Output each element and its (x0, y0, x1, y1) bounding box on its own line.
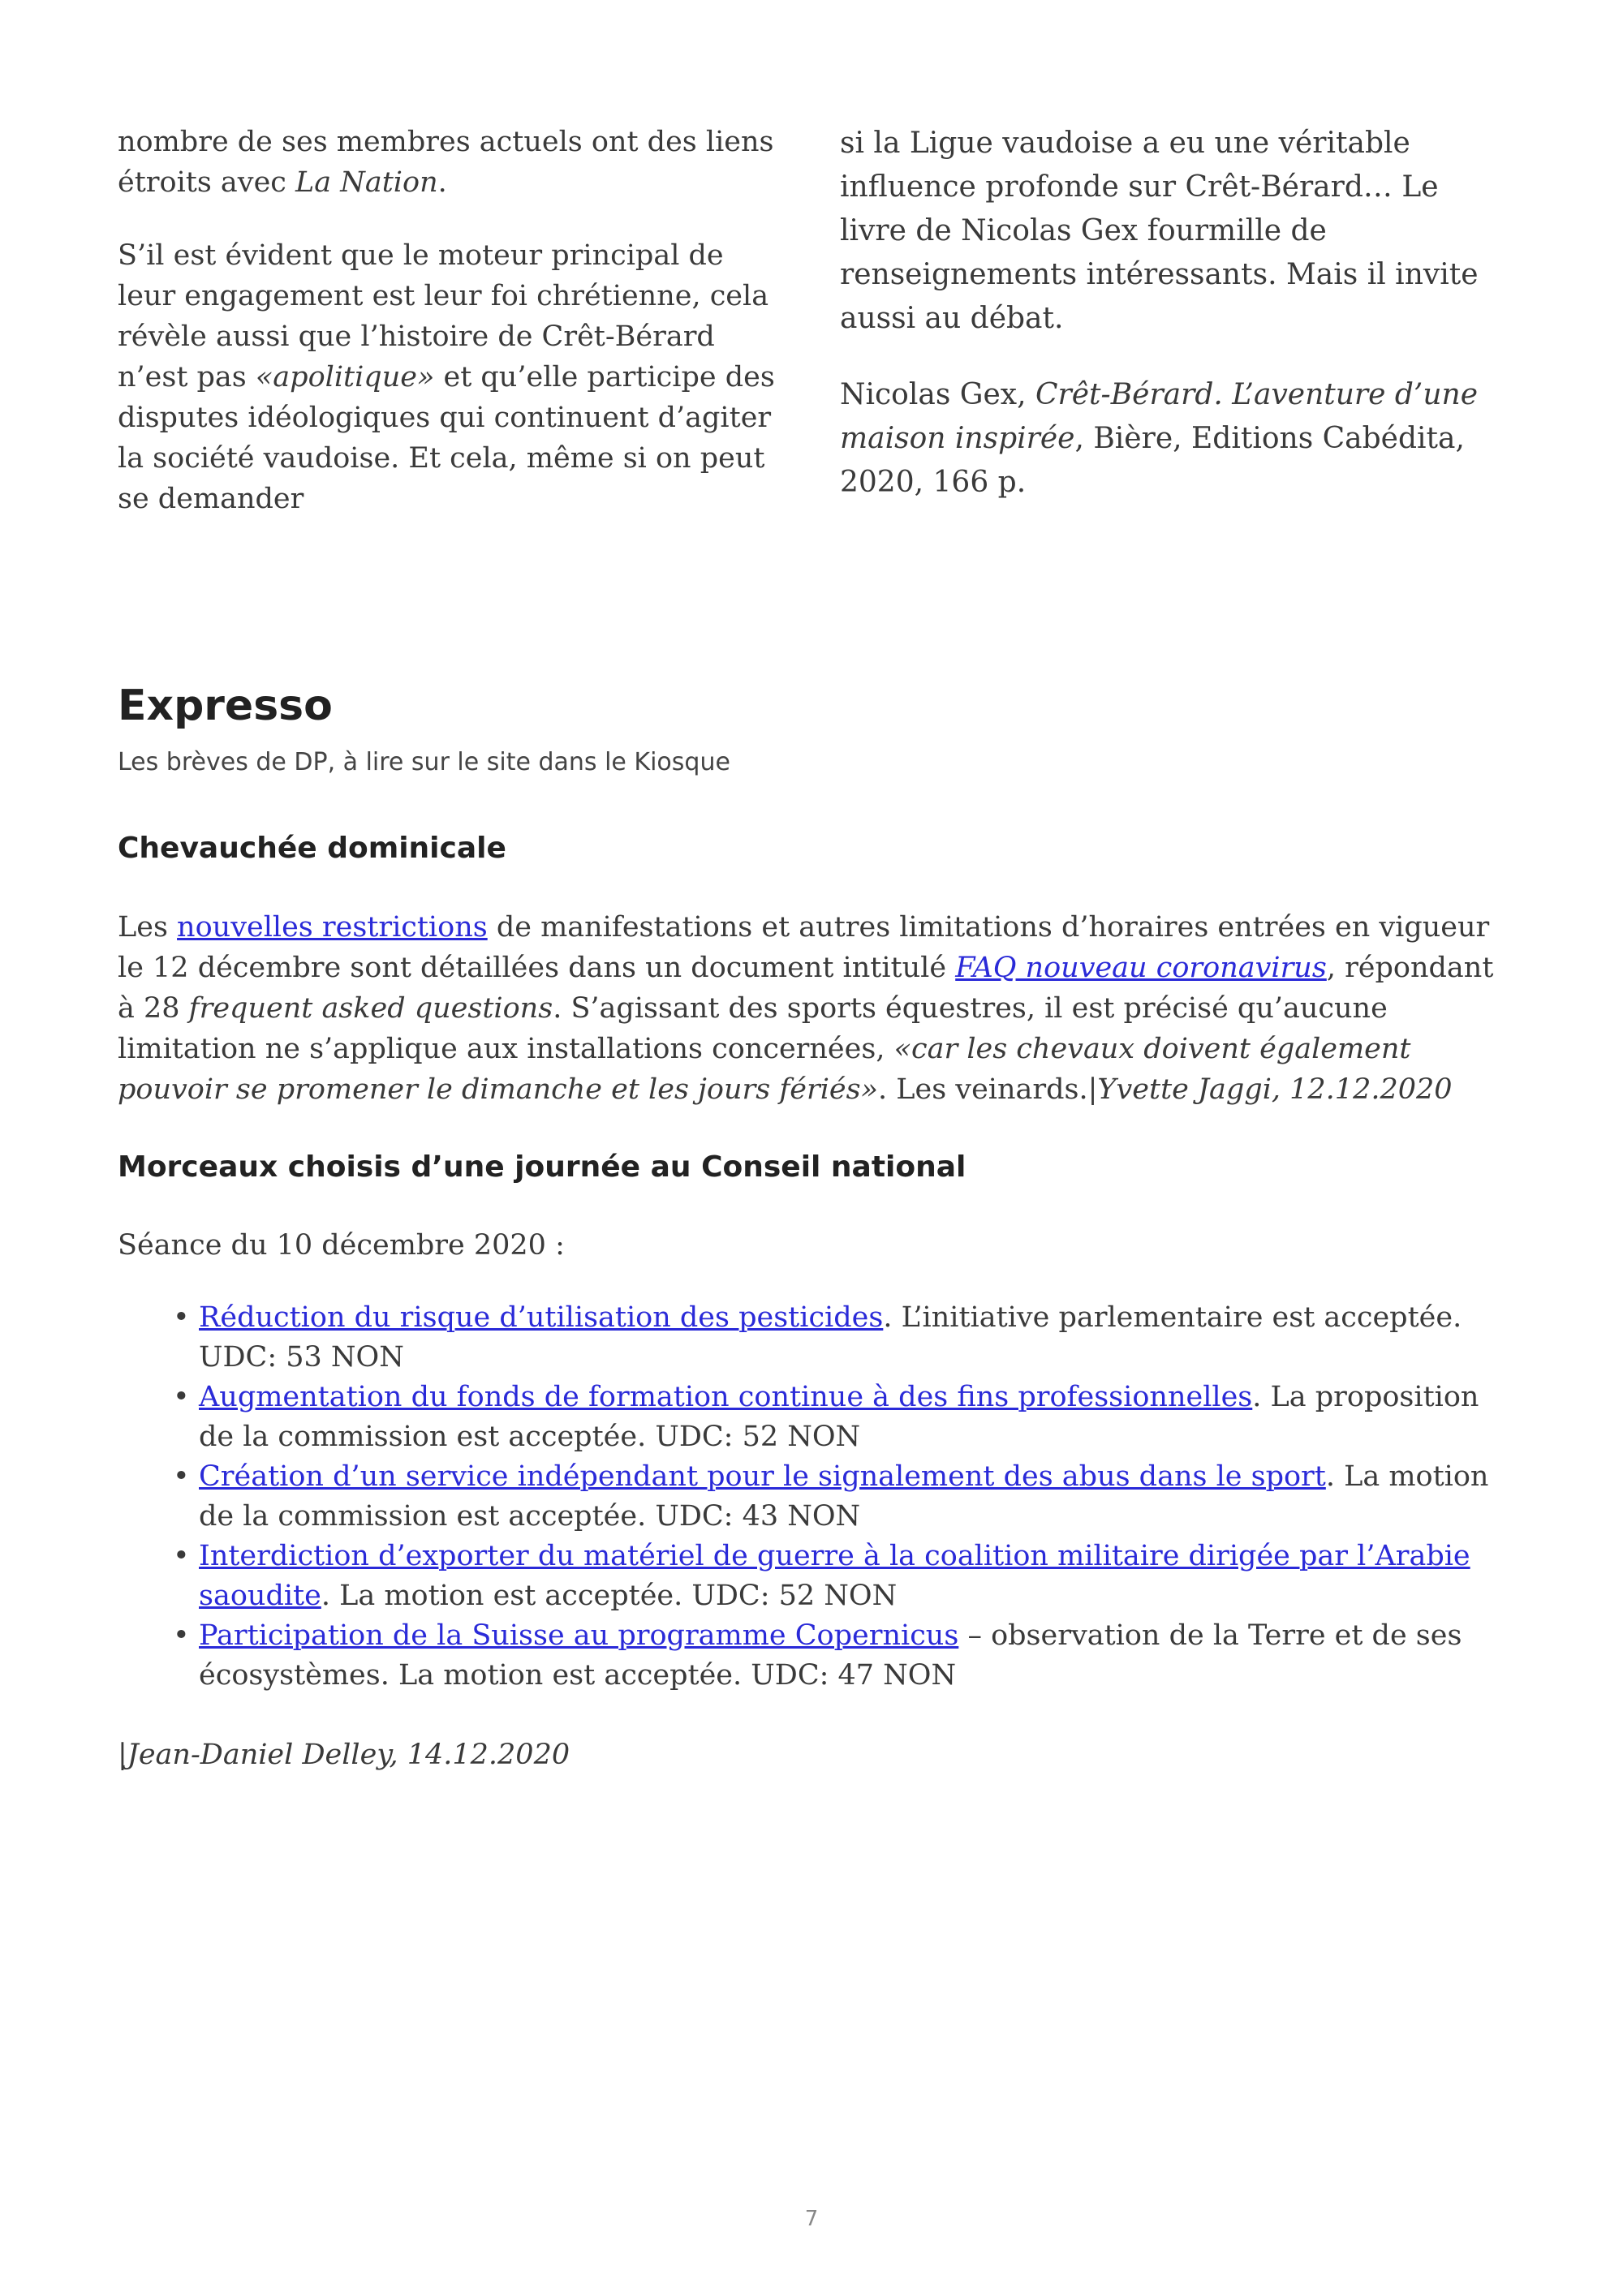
bullet: • (173, 1540, 190, 1572)
expresso-title: Expresso (118, 681, 333, 730)
article2-signature: |Jean-Daniel Delley, 14.12.2020 (118, 1739, 570, 1771)
article1-heading-wrap (118, 832, 1513, 865)
right-paragraph-1: si la Ligue vaudoise a eu une véritable influence profonde sur Crêt-Bérard… Le livre de Nicolas Gex fourmille de renseignements intéressants. Mais il invite aussi au débat. (840, 127, 1479, 335)
expresso-header (118, 673, 1513, 776)
expresso-subtitle: Les brèves de DP, à lire sur le site dans le Kiosque (118, 748, 730, 776)
vote-link[interactable]: Augmentation du fonds de formation continue à des fins professionnelles (199, 1381, 1253, 1413)
list-item: • Interdiction d’exporter du matériel de guerre à la coalition militaire dirigée par l’Arabie saoudite. La motion est acceptée. UDC: 52 NON (199, 1537, 1513, 1616)
seance-line: Séance du 10 décembre 2020 : (118, 1229, 565, 1262)
article1-heading: Chevauchée dominicale (118, 832, 506, 865)
article1-paragraph: Les nouvelles restrictions de manifestations et autres limitations d’horaires entrées en vigueur le 12 décembre sont détaillées dans un document intitulé FAQ nouveau coronavirus, répondant à 28 frequent asked questions. S’agissant des sports équestres, il est précisé qu’aucune limitation ne s’applique aux installations concernées, «car les chevaux doivent également pouvoir se promener le dimanche et les jours fériés». Les veinards.|Yvette Jaggi, 12.12.2020 (118, 911, 1494, 1106)
list-item: • Réduction du risque d’utilisation des pesticides. L’initiative parlementaire est acceptée. UDC: 53 NON (199, 1298, 1513, 1378)
article1-signature: Yvette Jaggi, 12.12.2020 (1097, 1073, 1453, 1106)
la-nation-title: La Nation (295, 166, 438, 199)
vote-link[interactable]: Création d’un service indépendant pour le signalement des abus dans le sport (199, 1460, 1326, 1493)
book-reference: Nicolas Gex, Crêt-Bérard. L’aventure d’une maison inspirée, Bière, Editions Cabédita, 2020, 166 p. (840, 378, 1479, 499)
bullet: • (173, 1619, 190, 1652)
article-columns (118, 122, 1513, 552)
page-number: 7 (804, 2207, 819, 2231)
faq-coronavirus-link[interactable]: FAQ nouveau coronavirus (955, 952, 1327, 984)
bullet: • (173, 1460, 190, 1493)
list-item: • Création d’un service indépendant pour le signalement des abus dans le sport. La motion de la commission est acceptée. UDC: 43 NON (199, 1457, 1513, 1537)
list-item: • Participation de la Suisse au programme Copernicus – observation de la Terre et de ses écosystèmes. La motion est acceptée. UDC: 47 NON (199, 1616, 1513, 1696)
vote-link[interactable]: Réduction du risque d’utilisation des pesticides (199, 1301, 884, 1334)
article2-heading: Morceaux choisis d’une journée au Conseil national (118, 1150, 966, 1184)
book-title: Crêt-Bérard. L’aventure d’une maison inspirée (840, 378, 1479, 455)
votes-list (118, 1298, 1513, 1696)
left-paragraph-2: S’il est évident que le moteur principal de leur engagement est leur foi chrétienne, cela révèle aussi que l’histoire de Crêt-Bérard n’est pas «apolitique» et qu’elle participe des disputes idéologiques qui continuent d’agiter la société vaudoise. Et cela, même si on peut se demander (118, 239, 775, 515)
article1-body (118, 907, 1513, 1110)
right-column (840, 122, 1513, 552)
nouvelles-restrictions-link[interactable]: nouvelles restrictions (177, 911, 488, 944)
vote-link[interactable]: Interdiction d’exporter du matériel de guerre à la coalition militaire dirigée par l’Arabie saoudite (199, 1540, 1470, 1612)
bullet: • (173, 1301, 190, 1334)
seance-line-wrap (118, 1225, 1513, 1266)
left-column (118, 122, 787, 552)
article2-heading-wrap (118, 1150, 1513, 1184)
vote-link[interactable]: Participation de la Suisse au programme Copernicus (199, 1619, 959, 1652)
bullet: • (173, 1381, 190, 1413)
list-item: • Augmentation du fonds de formation continue à des fins professionnelles. La proposition de la commission est acceptée. UDC: 52 NON (199, 1378, 1513, 1457)
left-paragraph-1: nombre de ses membres actuels ont des liens étroits avec La Nation. (118, 126, 774, 199)
